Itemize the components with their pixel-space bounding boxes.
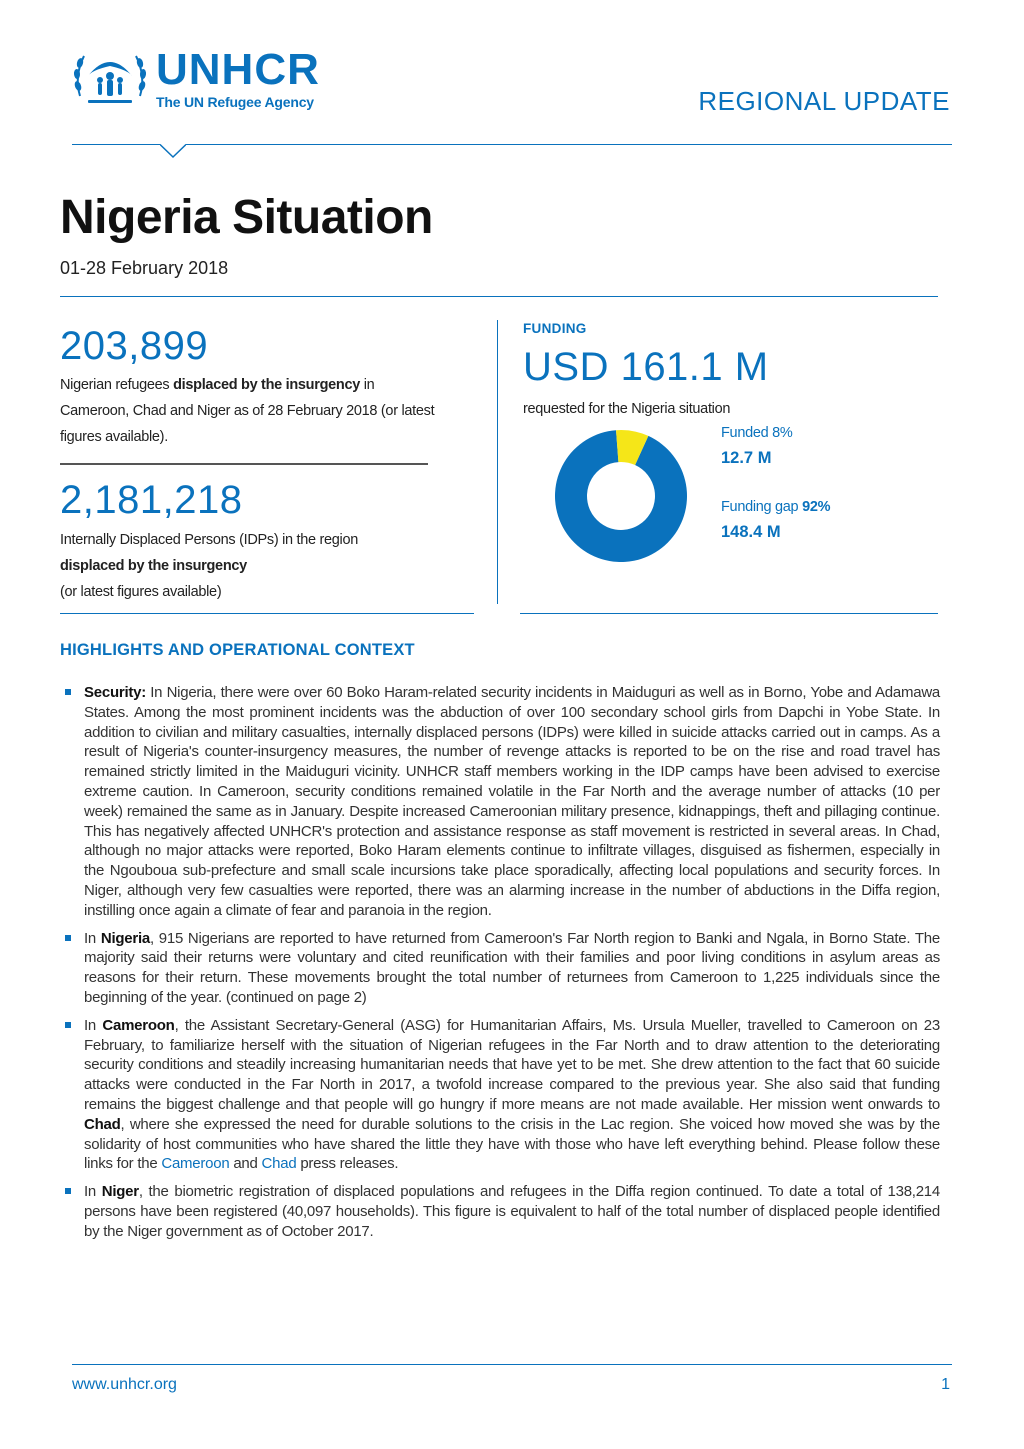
header-divider (72, 144, 952, 145)
page-date-range: 01-28 February 2018 (60, 258, 229, 278)
stats-bottom-divider (60, 613, 474, 614)
bullet-icon (65, 935, 71, 941)
funding-gap-label: Funding gap 92% (721, 499, 831, 515)
bullet-icon (65, 1188, 71, 1194)
logo-name: UNHCR (156, 45, 320, 94)
refugee-description: Nigerian refugees displaced by the insurgency in Cameroon, Chad and Niger as of 28 February 2018 (or latest figures available). (60, 377, 435, 445)
highlight-item-cameroon: In Cameroon, the Assistant Secretary-General (ASG) for Humanitarian Affairs, Ms. Ursula Mueller, travelled to Cameroon on 23 February, to familiarize herself with the situation of Nigerian refugees in the Far North and to draw attention to the deteriorating security conditions and steadily increasing humanitarian needs that have yet to be met. She drew attention to the fact that 60 suicide attacks were conducted in the Far North in 2017, a twofold increase compared to the previous year. She also said that funding remains the biggest challenge and that people will go hungry if more means are not made available. Her mission went onwards to Chad, where she expressed the need for durable solutions to the crisis in the Lac region. She voiced how moved she was by the solidarity of host communities who have shared the little they have with those who have left everything behind. Please follow these links for the Cameroon and Chad press releases. (64, 1016, 940, 1174)
funded-label: Funded 8% (721, 425, 793, 441)
bullet-icon (65, 689, 71, 695)
document-type: REGIONAL UPDATE (698, 86, 950, 116)
header-divider-notch (160, 144, 186, 160)
column-divider (497, 320, 498, 604)
page-number: 1 (941, 1376, 950, 1393)
footer-website-link[interactable]: www.unhcr.org (72, 1376, 177, 1393)
page-title: Nigeria Situation (60, 191, 433, 244)
highlight-item-security: Security: In Nigeria, there were over 60 Boko Haram-related security incidents in Maiduguri as well as in Borno, Yobe and Adamawa States. Among the most prominent incidents was the abduction of over 100 secondary school girls from Dapchi in Yobe State. In addition to civilian and military casualties, internally displaced persons (IDPs) were killed in suicide attacks carried out in camps. As a result of Nigeria's counter-insurgency measures, the number of revenge attacks is reported to be on the rise and road travel has remained strictly limited in the Maiduguri vicinity. UNHCR staff members working in the IDP camps have been advised to exercise extreme caution. In Cameroon, security conditions remained volatile in the Far North and the average number of attacks (10 per week) remained the same as in January. Despite increased Cameroonian military presence, kidnappings, theft and pillaging continue. This has negatively affected UNHCR's protection and assistance response as staff movement is restricted in several areas. In Chad, although no major attacks were reported, Boko Haram elements continue to infiltrate villages, disguised as fishermen, especially in the Ngouboua sub-prefecture and small scale incursions take place sporadically, affecting local populations and security forces. In Niger, although very few casualties were reported, there was an alarming increase in the number of abductions in the Diffa region, instilling once again a climate of fear and paranoia in the region. (64, 683, 940, 921)
funding-amount: USD 161.1 M (523, 345, 769, 389)
funded-value: 12.7 M (721, 449, 772, 467)
footer-divider (72, 1364, 952, 1365)
bullet-icon (65, 1022, 71, 1028)
chad-press-release-link[interactable]: Chad (261, 1155, 297, 1173)
funding-divider (520, 613, 938, 614)
title-divider (60, 296, 938, 297)
funding-gap-value: 148.4 M (721, 523, 781, 541)
highlight-item-nigeria: In Nigeria, 915 Nigerians are reported to have returned from Cameroon's Far North region to Banki and Ngala, in Borno State. The majority said their returns were voluntary and cited reunification with their families and poor living conditions in asylum areas as reasons for their return. These movements brought the total number of returnees from Cameroon to 1,225 individuals since the beginning of the year. (continued on page 2) (64, 929, 940, 1008)
cameroon-press-release-link[interactable]: Cameroon (161, 1155, 230, 1173)
funding-description: requested for the Nigeria situation (523, 401, 731, 417)
highlights-title: HIGHLIGHTS AND OPERATIONAL CONTEXT (60, 641, 415, 659)
highlight-item-niger: In Niger, the biometric registration of displaced populations and refugees in the Diffa region continued. To date a total of 138,214 persons have been registered (40,097 households). This figure is equivalent to half of the total number of displaced people identified by the Niger government as of October 2017. (64, 1182, 940, 1241)
refugee-count: 203,899 (60, 324, 209, 368)
funding-label: FUNDING (523, 321, 587, 336)
highlights-list (64, 683, 940, 1250)
funding-donut-chart (553, 428, 689, 564)
idp-count: 2,181,218 (60, 478, 243, 522)
logo-tagline: The UN Refugee Agency (156, 94, 314, 110)
stats-divider (60, 463, 428, 465)
unhcr-emblem-icon (70, 46, 150, 108)
idp-description: Internally Displaced Persons (IDPs) in the region displaced by the insurgency (or latest figures available) (60, 532, 358, 600)
